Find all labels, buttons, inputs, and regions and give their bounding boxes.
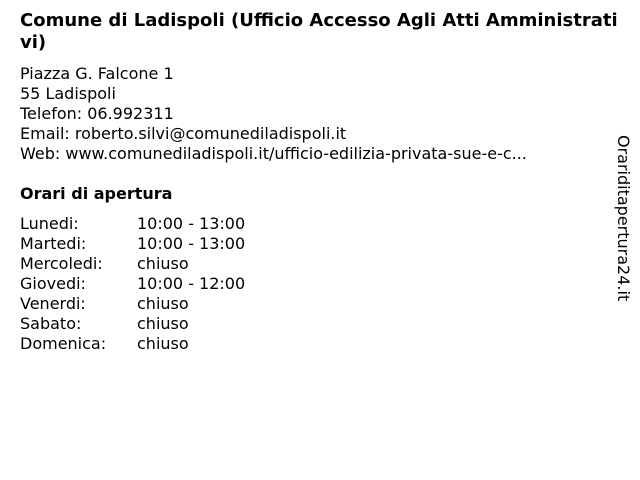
hours-row [20, 274, 245, 294]
hours-row [20, 314, 245, 334]
hours-row [20, 334, 245, 354]
time-value: 10:00 - 13:00 [137, 234, 246, 253]
hours-heading: Orari di apertura [20, 184, 173, 203]
time-value: 10:00 - 13:00 [137, 214, 246, 233]
time-value: chiuso [137, 294, 189, 313]
day-label: Lunedi: [20, 214, 79, 233]
day-label: Martedi: [20, 234, 87, 253]
hours-row [20, 254, 245, 274]
street-address: Piazza G. Falcone 1 [20, 64, 174, 83]
contact-block [20, 64, 527, 164]
side-brand-watermark: Orariditapertura24.it [614, 135, 633, 302]
time-value: chiuso [137, 314, 189, 333]
hours-row [20, 214, 245, 234]
opening-hours-table [20, 214, 245, 354]
website: Web: www.comunediladispoli.it/ufficio-edilizia-privata-sue-e-c... [20, 144, 527, 163]
day-label: Sabato: [20, 314, 82, 333]
email: Email: roberto.silvi@comunediladispoli.it [20, 124, 347, 143]
page-title: Comune di Ladispoli (Ufficio Accesso Agli Atti Amministrativi) [20, 10, 618, 53]
day-label: Domenica: [20, 334, 107, 353]
hours-row [20, 234, 245, 254]
time-value: 10:00 - 12:00 [137, 274, 246, 293]
day-label: Giovedi: [20, 274, 86, 293]
city: 55 Ladispoli [20, 84, 116, 103]
time-value: chiuso [137, 334, 189, 353]
day-label: Mercoledi: [20, 254, 103, 273]
phone: Telefon: 06.992311 [20, 104, 174, 123]
hours-row [20, 294, 245, 314]
time-value: chiuso [137, 254, 189, 273]
day-label: Venerdi: [20, 294, 86, 313]
